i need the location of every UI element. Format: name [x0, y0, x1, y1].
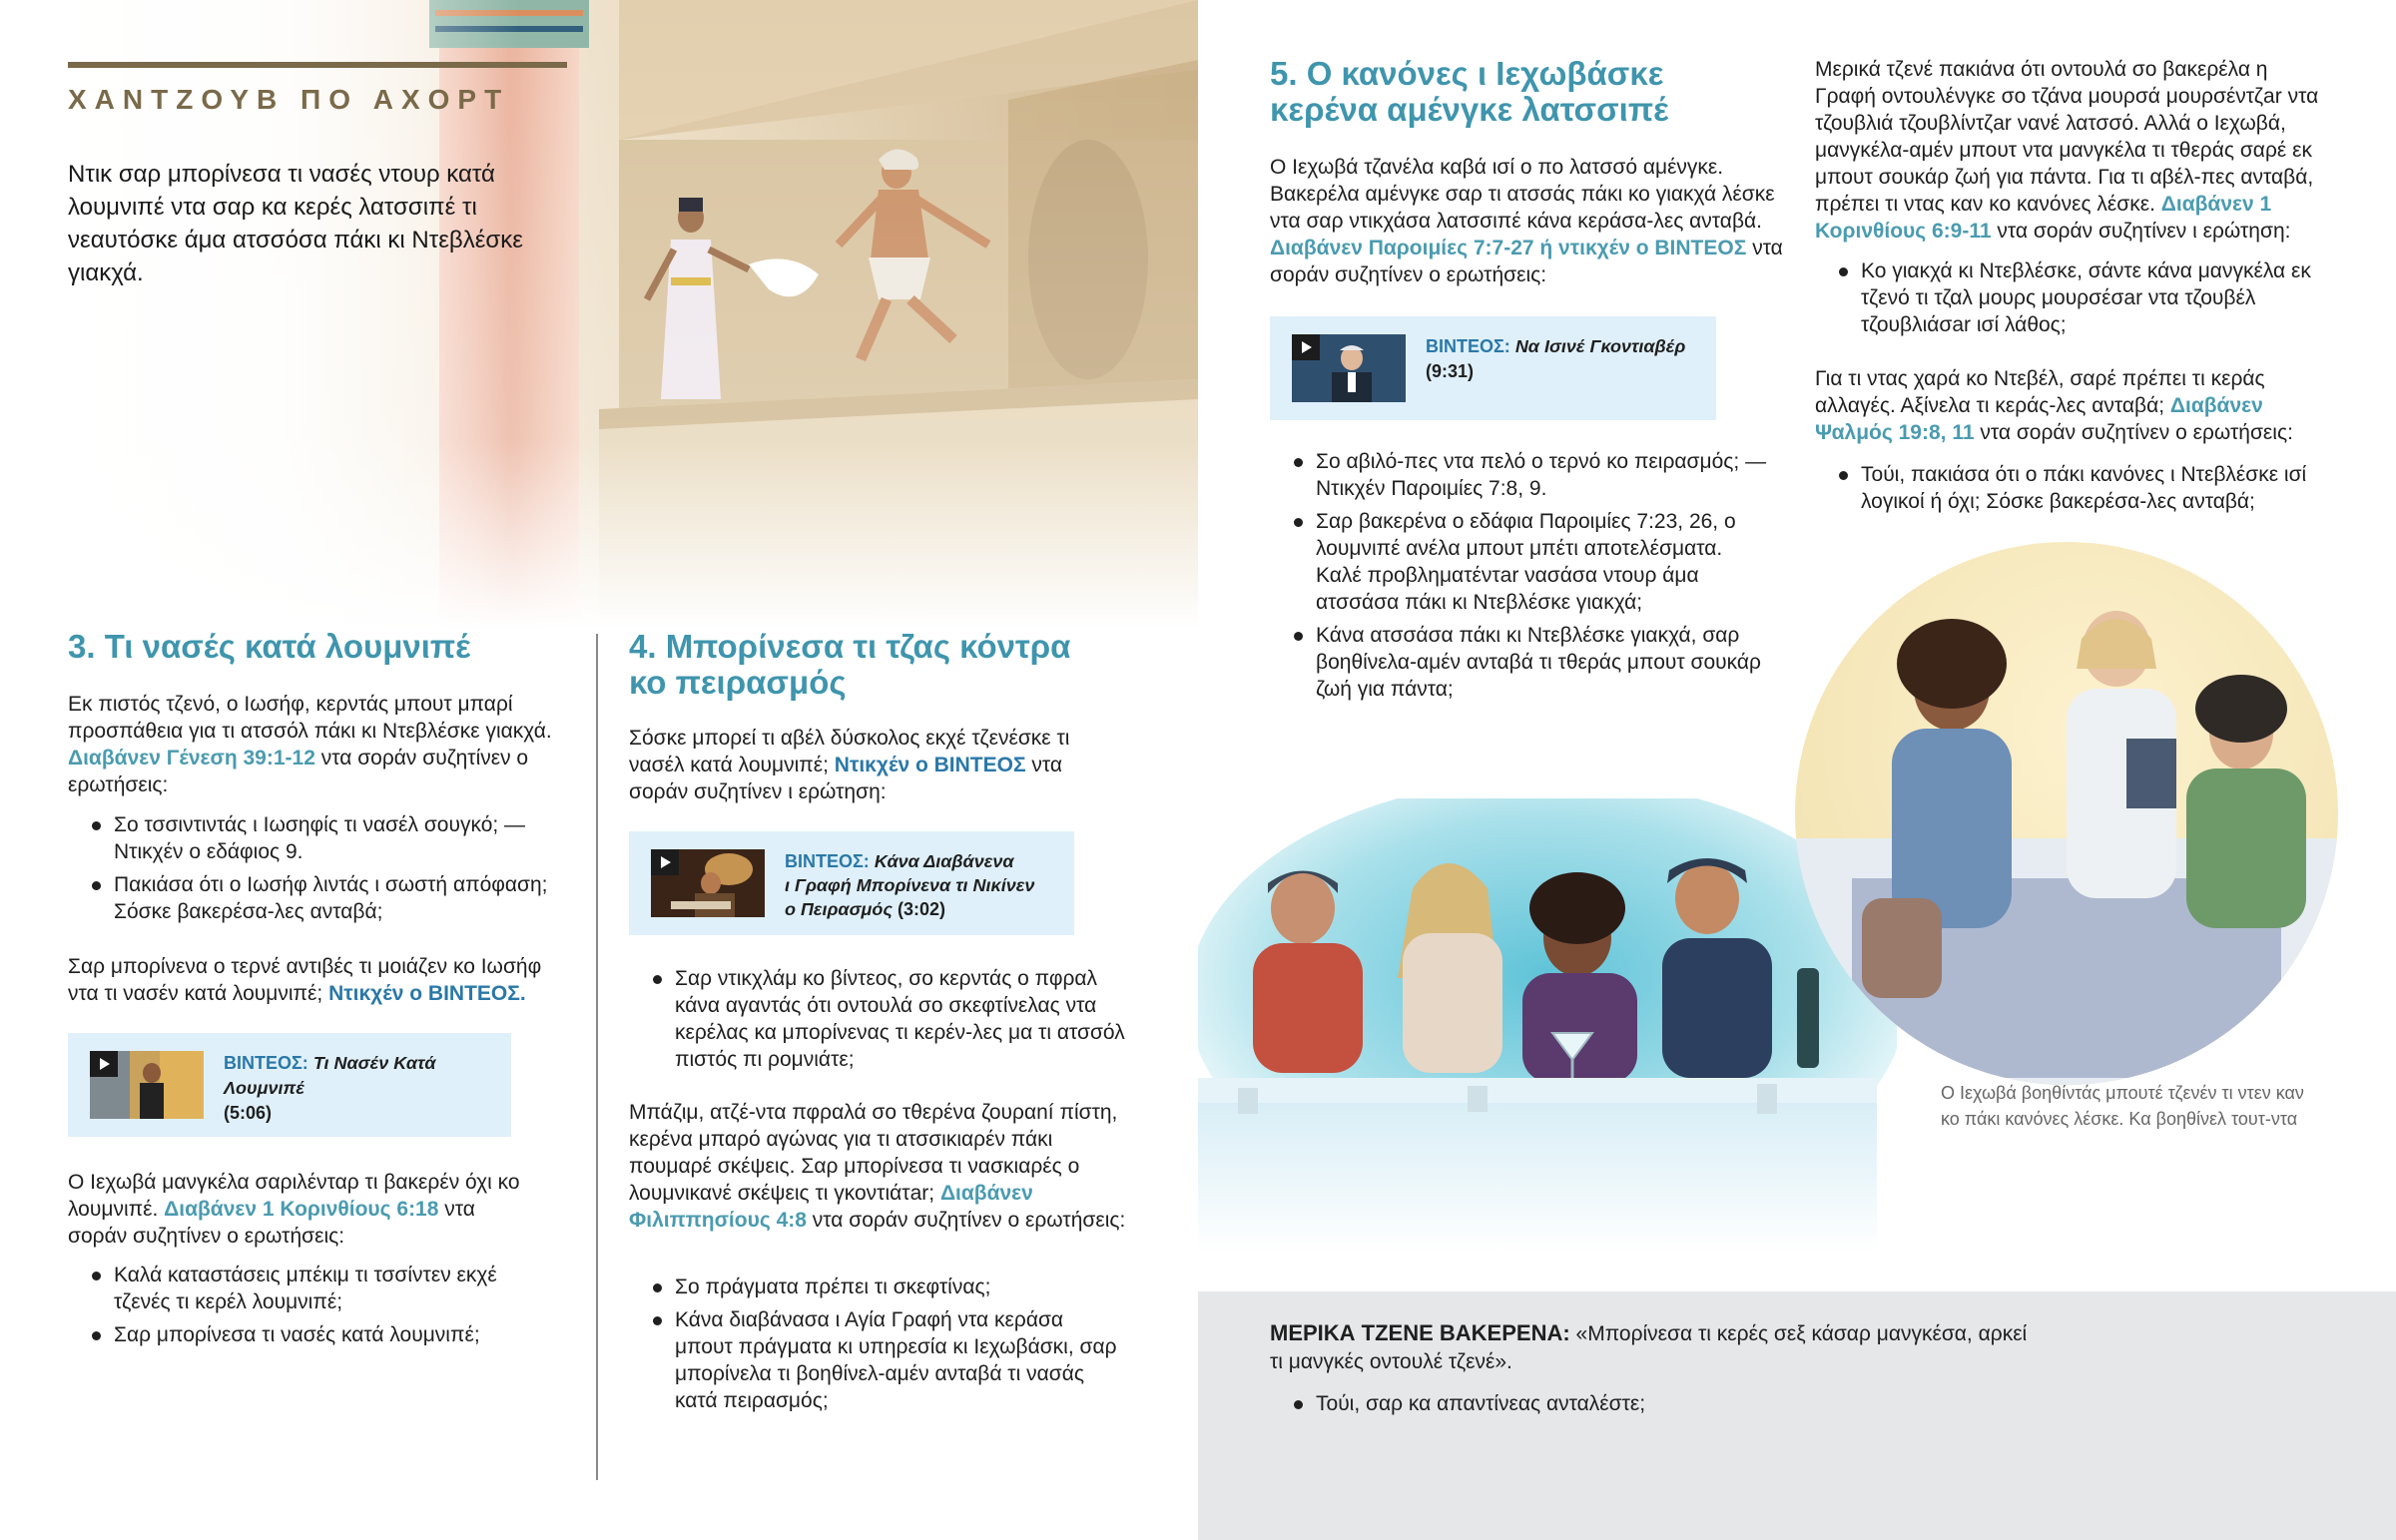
section4-heading-line2: κο πειρασμός [629, 664, 847, 701]
play-icon[interactable] [1292, 334, 1320, 360]
list-item: Σαρ μπορίνεσα τι νασές κατά λουμνιπέ; [68, 1321, 537, 1348]
section4-p2-tail: ντα σοράν συζητίνεν ο ερωτήσεις: [812, 1209, 1126, 1232]
section3-p3-tail: ντα σοράν συζητίνεν ο ερωτήσεις: [68, 1198, 475, 1248]
video-label: ΒΙΝΤΕΟΣ: [224, 1053, 308, 1073]
video-thumbnail [1292, 334, 1406, 402]
right-p2-text: Για τι ντας χαρά κο Ντεβέλ, σαρέ πρέπει τι κεράς αλλαγές. Αξίνελα τι κεράς-λες ανταβά; [1815, 367, 2265, 417]
section5-heading [1270, 56, 1668, 128]
list-item: Πακιάσα ότι ο Ιωσήφ λιντάς ι σωστή απόφαση; Σόσκε βακερέσα-λες ανταβά; [68, 871, 587, 925]
right-scripture-link1[interactable]: Διαβάνεν 1 Κορινθίους 6:9-11 [1815, 193, 2272, 243]
video-text [224, 1051, 511, 1126]
list-item: Καλά καταστάσεις μπέκιμ τι τσσίντεν εκχέ τζενές τι κερέλ λουμνιπέ; [68, 1262, 537, 1315]
section5-heading-line2: κερένα αμένγκε λατσσιπέ [1270, 91, 1668, 128]
right-column-bullets1 [1815, 257, 2314, 344]
caption-line2: κο πάκι κανόνες λέσκε. Κα βοηθίνελ τουτ-ντα [1941, 1109, 2298, 1129]
some-people-say-quote-line2: τι μανγκές οντουλέ τζενέ». [1270, 1350, 1512, 1373]
section3-bullets2 [68, 1262, 537, 1354]
section4-scripture-link[interactable]: Διαβάνεν Φιλιππησίους 4:8 [629, 1182, 1033, 1232]
section3-p3-text: Ο Ιεχωβά μανγκέλα σαριλένταρ τι βακερέν όχι κο λουμνιπέ. [68, 1171, 520, 1221]
video-duration: (5:06) [224, 1103, 273, 1123]
illustration-ministry-circle [1792, 539, 2341, 1088]
video-title-line3: ο Πειρασμός [785, 899, 893, 919]
section4-heading-line1: 4. Μπορίνεσα τι τζας κόντρα [629, 628, 1071, 665]
section3-p1-text: Εκ πιστός τζενό, ο Ιωσήφ, κερντάς μπουτ μπαρί προσπάθεια για τι ατσσόλ πάκι κι Ντεβλέσκε γιακχά. [68, 693, 552, 743]
right-column-bullets2 [1815, 461, 2314, 521]
ministry-group-image [1792, 539, 2341, 1088]
right-p1-tail: ντα σοράν συζητίνεν ι ερώτηση: [1997, 220, 2291, 243]
section3-paragraph1 [68, 691, 577, 798]
play-icon[interactable] [651, 849, 679, 875]
list-item: Σαρ ντικχλάμ κο βίντεος, σο κερντάς ο πφραλ κάνα αγαντάς ότι οντουλά σο σκεφτίνελας ντα κερέλας κα μπορίνενας τι κερέν-λες μα τι ατσσόλ πιστός πι ρομνιάτε; [629, 965, 1128, 1073]
video-thumbnail [90, 1051, 204, 1119]
section5-paragraph1 [1270, 154, 1789, 288]
section3-paragraph3 [68, 1169, 537, 1250]
video-title: Να Ισινέ Γκοντιαβέρ [1514, 336, 1686, 356]
video-title-line2: ι Γραφή Μπορίνενα τι Νικίνεν [785, 875, 1035, 895]
section5-bullets [1270, 448, 1769, 709]
section3-scripture-link2[interactable]: Διαβάνεν 1 Κορινθίους 6:18 [164, 1198, 439, 1221]
video-text [785, 849, 1034, 921]
section5-p1-tail: ντα σοράν συζητίνεν ο ερωτήσεις: [1270, 237, 1783, 286]
list-item: Σο τσσιντιντάς ι Ιωσηφίς τι νασέλ σουγκό; —Ντικχέν ο εδάφιος 9. [68, 811, 587, 865]
video-label: ΒΙΝΤΕΟΣ: [785, 851, 870, 871]
section5-heading-line1: 5. Ο κανόνες ι Ιεχωβάσκε [1270, 55, 1664, 92]
right-scripture-link2[interactable]: Διαβάνεν Ψαλμός 19:8, 11 [1815, 394, 2263, 444]
section4-video-link[interactable]: Ντικχέν ο ΒΙΝΤΕΟΣ [834, 754, 1026, 776]
section4-paragraph2 [629, 1099, 1128, 1234]
right-column-paragraph1 [1815, 56, 2334, 245]
kicker-title: ΧΑΝΤΖΟΥΒ ΠΟ ΑΧΟΡΤ [68, 84, 510, 115]
video-thumbnail [651, 849, 765, 917]
some-people-say-text [1270, 1319, 2089, 1376]
list-item: Κάνα διαβάνασα ι Αγία Γραφή ντα κεράσα μπουτ πράγματα κι υπηρεσία κι Ιεχωβάσκι, σαρ μπορίνελα τι βοηθίνελ-αμέν ανταβά τι νασάς κατά πειρασμός; [629, 1306, 1118, 1414]
right-p2-tail: ντα σοράν συζητίνεν ο ερωτήσεις: [1980, 421, 2293, 444]
section3-scripture-link[interactable]: Διαβάνεν Γένεση 39:1-12 [68, 747, 315, 770]
section4-bullets1 [629, 965, 1128, 1079]
section3-bullets1 [68, 811, 587, 931]
video-text [1426, 334, 1685, 384]
some-people-say-bullets [1270, 1390, 2029, 1423]
list-item: Σο πράγματα πρέπει τι σκεφτίνας; [629, 1274, 1118, 1300]
caption-line1: Ο Ιεχωβά βοηθίντάς μπουτέ τζενέν τι ντεν καν [1941, 1083, 2304, 1103]
list-item: Τούι, πακιάσα ότι ο πάκι κανόνες ι Ντεβλέσκε ισί λογικοί ή όχι; Σόσκε βακερέσα-λες ανταβά; [1815, 461, 2314, 515]
video-title-line1: Κάνα Διαβάνενα [874, 851, 1014, 871]
right-p1-text: Μερικά τζενέ πακιάνα ότι οντουλά σο βακερέλα η Γραφή οντουλένγκε σο τζάνα μουρσά μουρσέντζar ντα τζουβλιά τζουβλίντζar νανέ λατσσό. Αλλά ο Ιεχωβά, μανγκέλα-αμέν μπουτ ντα μανγκέλα τι τθεράς σαρέ εκ μπουτ σουκάρ ζωή για πάντα. Για τι αβέλ-πες ανταβά, πρέπει τι ντας καν κο κανόνες λέσκε. [1815, 58, 2319, 216]
list-item: Κο γιακχά κι Ντεβλέσκε, σάντε κάνα μανγκέλα εκ τζενό τι τζαλ μουρς μουρσέσar ντα τζουβέλ τζουβλιάσar ισί λάθος; [1815, 257, 2314, 338]
section4-p1-tail: ντα σοράν συζητίνεν ι ερώτηση: [629, 754, 1063, 803]
kicker-rule [68, 62, 567, 68]
list-item: Κάνα ατσσάσα πάκι κι Ντεβλέσκε γιακχά, σαρ βοηθίνελα-αμέν ανταβά τι τθεράς μπουτ σουκάρ ζωή για πάντα; [1270, 622, 1769, 703]
section3-video-link[interactable]: Ντικχέν ο ΒΙΝΤΕΟΣ. [328, 982, 526, 1005]
video-label: ΒΙΝΤΕΟΣ: [1426, 336, 1510, 356]
play-icon[interactable] [90, 1051, 118, 1077]
video-duration: (3:02) [897, 899, 945, 919]
section3-paragraph2 [68, 953, 577, 1007]
section4-heading [629, 629, 1070, 701]
video-card-section3[interactable] [68, 1033, 511, 1137]
illustration-caption [1941, 1080, 2380, 1132]
section4-p1-text: Σόσκε μπορεί τι αβέλ δύσκολος εκχέ τζενέσκε τι νασέλ κατά λουμνιπέ; [629, 727, 1070, 776]
video-duration: (9:31) [1426, 361, 1475, 381]
video-title: Τι Νασέν Κατά Λουμνιπέ [224, 1053, 436, 1098]
some-people-say-label: ΜΕΡΙΚΑ ΤΖΕΝΕ ΒΑΚΕΡΕΝΑ: [1270, 1320, 1570, 1345]
section3-p1-tail: ντα σοράν συζητίνεν ο ερωτήσεις: [68, 747, 529, 796]
section5-scripture-link[interactable]: Διαβάνεν Παροιμίες 7:7-27 ή ντικχέν ο ΒΙΝΤΕΟΣ [1270, 237, 1747, 259]
section5-p1-text: Ο Ιεχωβά τζανέλα καβά ισί ο πο λατσσό αμένγκε. Βακερέλα αμένγκε σαρ τι ατσσάς πάκι κο γιακχά λέσκε ντα σαρ ντικχάσα λατσσιπέ κάνα κεράσα-λες ανταβά. [1270, 156, 1775, 233]
list-item: Σαρ βακερένα ο εδάφια Παροιμίες 7:23, 26, ο λουμνιπέ ανέλα μπουτ μπέτι αποτελέσματα. Καλέ προβληματέντar νασάσα ντουρ άμα ατσσάσα πάκι κι Ντεβλέσκε γιακχά; [1270, 508, 1769, 616]
section4-paragraph1 [629, 725, 1088, 805]
section4-p2-text: Μπάζιμ, ατζέ-ντα πφραλά σο τθερένα ζουραní πίστη, κερένα μπαρό αγώνας για τι ατσσικιαρέν πάκι πουμαρέ σκέψεις. Σαρ μπορίνεσα τι νασκιαρές ο λουμνικανέ σκέψεις τι γκοντιάτar; [629, 1101, 1118, 1205]
video-card-section4[interactable] [629, 831, 1074, 935]
section3-heading: 3. Τι νασές κατά λουμνιπέ [68, 628, 471, 665]
right-column-paragraph2 [1815, 365, 2314, 446]
section3-p2-text: Σαρ μπορίνενα ο τερνέ αντιβές τι μοιάζεν κο Ιωσήφ ντα τι νασέν κατά λουμνιπέ; [68, 955, 542, 1005]
some-people-say-quote-line1: «Μπορίνεσα τι κερές σεξ κάσαρ μανγκέσα, αρκεί [1575, 1322, 2028, 1345]
list-item: Σο αβιλό-πες ντα πελό ο τερνό κο πειρασμός; —Ντικχέν Παροιμίες 7:8, 9. [1270, 448, 1769, 502]
list-item: Τούι, σαρ κα απαντίνεας ανταλέστε; [1270, 1390, 2029, 1417]
intro-paragraph: Ντικ σαρ μπορίνεσα τι νασές ντουρ κατά λουμνιπέ ντα σαρ κα κερές λατσσιπέ τι νεαυτόσκε άμα ατσσόσα πάκι κι Ντεβλέσκε γιακχά. [68, 161, 523, 286]
video-card-section5[interactable] [1270, 316, 1716, 420]
section4-bullets2 [629, 1274, 1118, 1420]
column-divider [596, 634, 598, 1480]
